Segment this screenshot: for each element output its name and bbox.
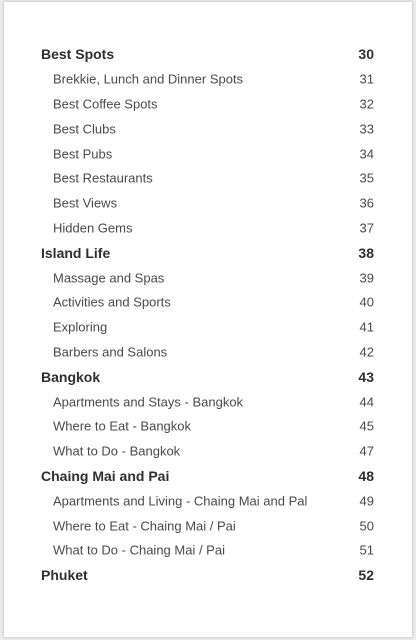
- toc-page-number: 33: [359, 121, 374, 137]
- toc-entry-title: Best Clubs: [53, 121, 116, 137]
- toc-page-number: 40: [359, 294, 374, 310]
- toc-page-number: 44: [359, 394, 374, 410]
- toc-entry-title: Exploring: [53, 319, 108, 335]
- toc-entry[interactable]: [4, 389, 412, 414]
- toc-entry-title: Best Pubs: [53, 146, 113, 162]
- toc-entry[interactable]: [4, 488, 412, 513]
- toc-entry[interactable]: [4, 141, 412, 166]
- toc-entry[interactable]: [4, 191, 412, 216]
- toc-page-number: 48: [358, 467, 374, 484]
- toc-section-title: Phuket: [41, 567, 88, 584]
- toc-entry[interactable]: [4, 439, 412, 464]
- toc-section-title: Island Life: [41, 244, 111, 261]
- toc-entry[interactable]: [4, 92, 412, 117]
- toc-page-number: 31: [359, 71, 374, 87]
- toc-page-number: 38: [358, 244, 374, 261]
- toc-section-title: Chaing Mai and Pai: [41, 467, 170, 484]
- toc-page-number: 52: [358, 567, 374, 584]
- toc-entry-title: Activities and Sports: [53, 294, 171, 310]
- toc-entry[interactable]: [4, 315, 412, 340]
- toc-entry-title: Best Restaurants: [53, 170, 153, 186]
- toc-entry-title: Apartments and Living - Chaing Mai and Pal: [53, 493, 308, 509]
- toc-section-title: Best Spots: [41, 46, 115, 63]
- toc-entry[interactable]: [4, 265, 412, 290]
- toc-page-number: 36: [359, 195, 374, 211]
- toc-entry[interactable]: [4, 414, 412, 439]
- toc-entry-title: Hidden Gems: [53, 220, 133, 236]
- toc-entry[interactable]: [4, 340, 412, 365]
- toc-section-best-spots[interactable]: [4, 42, 412, 67]
- toc-section-bangkok[interactable]: [4, 364, 412, 389]
- toc-section-phuket[interactable]: [4, 563, 412, 588]
- toc-entry-title: Best Views: [53, 195, 118, 211]
- toc-page-number: 50: [359, 518, 374, 534]
- toc-section-title: Bangkok: [41, 368, 101, 385]
- toc-page-number: 45: [359, 418, 374, 434]
- toc-page-number: 41: [359, 319, 374, 335]
- toc-entry[interactable]: [4, 538, 412, 563]
- toc-entry-title: Massage and Spas: [53, 270, 165, 286]
- toc-page-number: 35: [359, 170, 374, 186]
- toc-page-number: 47: [359, 443, 374, 459]
- toc-section-island-life[interactable]: [4, 240, 412, 265]
- toc-entry[interactable]: [4, 513, 412, 538]
- toc-page-number: 49: [359, 493, 374, 509]
- toc-entry[interactable]: [4, 166, 412, 191]
- toc-entry-title: Where to Eat - Bangkok: [53, 418, 192, 434]
- toc-page-number: 43: [358, 368, 374, 385]
- toc-entry-title: Where to Eat - Chaing Mai / Pai: [53, 518, 236, 534]
- toc-page-number: 42: [359, 344, 374, 360]
- toc-entry[interactable]: [4, 290, 412, 315]
- toc-entry-title: What to Do - Chaing Mai / Pai: [53, 542, 225, 558]
- toc-entry-title: Best Coffee Spots: [53, 96, 158, 112]
- toc-page-number: 32: [359, 96, 374, 112]
- toc-page-number: 37: [359, 220, 374, 236]
- document-page: [4, 2, 412, 637]
- toc-entry-title: Brekkie, Lunch and Dinner Spots: [53, 71, 244, 87]
- toc-page-number: 34: [359, 146, 374, 162]
- toc-page-number: 39: [359, 270, 374, 286]
- toc-entry[interactable]: [4, 116, 412, 141]
- toc-page-number: 51: [359, 542, 374, 558]
- toc-entry-title: Barbers and Salons: [53, 344, 168, 360]
- toc-entry-title: Apartments and Stays - Bangkok: [53, 394, 244, 410]
- toc-entry[interactable]: [4, 67, 412, 92]
- toc-section-chaing-mai-and-pai[interactable]: [4, 464, 412, 489]
- toc-page-number: 30: [358, 46, 374, 63]
- toc-entry[interactable]: [4, 216, 412, 241]
- table-of-contents: [4, 42, 412, 588]
- toc-entry-title: What to Do - Bangkok: [53, 443, 181, 459]
